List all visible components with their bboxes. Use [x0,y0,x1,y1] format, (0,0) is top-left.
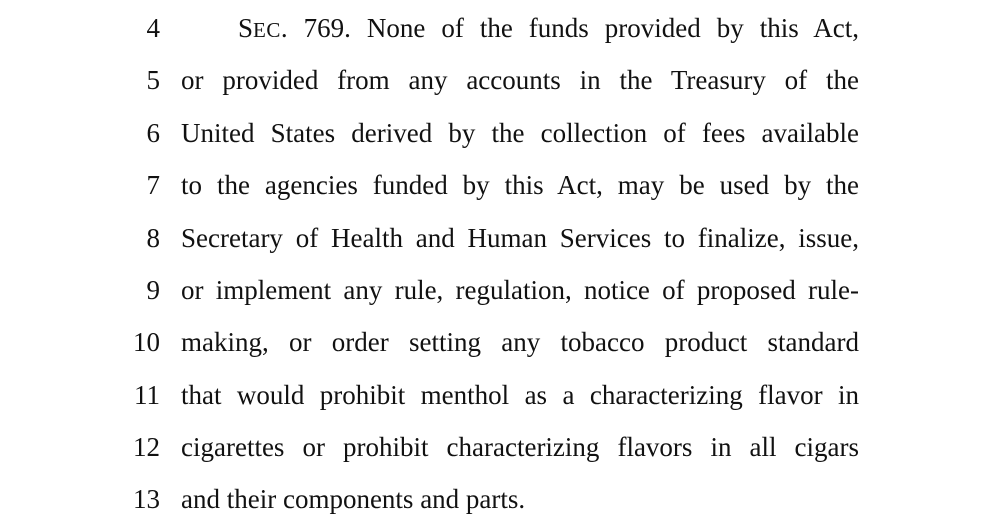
document-line [0,165,1008,205]
line-text: Secretary of Health and Human Services to finalize, issue, [181,223,859,253]
section-label-smallcaps: EC [253,18,281,42]
section-label-initial: S [238,13,254,43]
document-line [0,427,1008,467]
line-number: 11 [134,380,160,410]
line-number: 9 [146,275,160,305]
line-number: 13 [133,484,160,514]
document-line [0,113,1008,153]
line-text: or implement any rule, regulation, notice of proposed rule- [181,275,859,305]
document-line [0,479,1008,519]
line-number: 8 [146,223,160,253]
line-text: or provided from any accounts in the Treasury of the [181,65,859,95]
line-number: 7 [146,170,160,200]
line-text: that would prohibit menthol as a characterizing flavor in [181,380,859,410]
line-text: and their components and parts. [181,484,526,514]
document-line [0,322,1008,362]
line-number: 4 [146,13,160,43]
line-number: 10 [133,327,160,357]
document-line [0,8,1008,48]
line-number: 5 [146,65,160,95]
document-line [0,218,1008,258]
line-number: 12 [133,432,160,462]
line-text: to the agencies funded by this Act, may be used by the [181,170,859,200]
document-line [0,60,1008,100]
line-text: United States derived by the collection of fees available [181,118,859,148]
section-text: . 769. None of the funds provided by this Act, [280,13,859,43]
document-line [0,270,1008,310]
line-text [238,8,859,50]
document-line [0,375,1008,415]
line-text: making, or order setting any tobacco product standard [181,327,859,357]
line-number: 6 [146,118,160,148]
line-text: cigarettes or prohibit characterizing flavors in all cigars [181,432,859,462]
